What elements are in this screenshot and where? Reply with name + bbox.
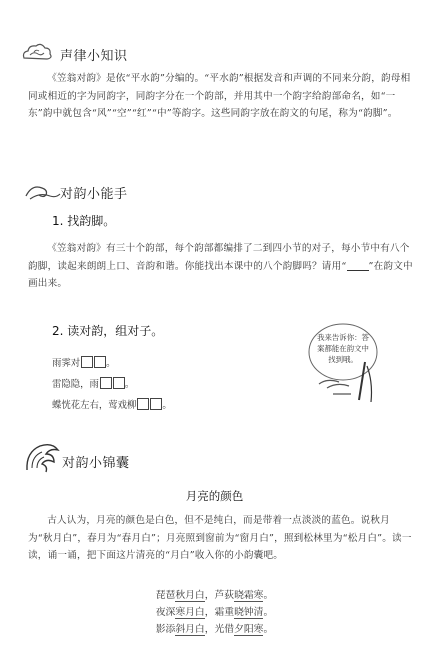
answer-box[interactable] (113, 377, 125, 389)
task1-paragraph: 《笠翁对韵》有三十个韵部，每个韵部都编排了二到四小节的对子，每小节中有八个韵脚，读起来朗朗上口、音韵和谐。你能找出本课中的八个韵脚吗？请用“ ”在韵文中画出来。 (28, 243, 413, 289)
poem (0, 587, 429, 638)
answer-box[interactable] (150, 398, 162, 410)
pair-line-2: 雷隐隐，雨 。 (52, 379, 135, 390)
section-title-pairing: 对韵小能手 (60, 187, 128, 202)
answer-box[interactable] (137, 398, 149, 410)
answer-box[interactable] (81, 356, 93, 368)
knowledge-paragraph: 《笠翁对韵》是依“平水韵”分编的。“平水韵”根据发音和声调的不同来分韵，韵母相同或相近的字为同韵字，同韵字分在一个韵部，并用其中一个韵字给韵部命名，如“一东”韵中就包含“风”“空”“红”“中”等韵字。这些同韵字放在韵文的句尾，称为“韵脚”。 (28, 73, 411, 119)
moon-paragraph: 古人认为，月亮的颜色是白色，但不是纯白，而是带着一点淡淡的蓝色。说秋月为“秋月白”，春月为“春月白”；月亮照到窗前为“窗月白”，照到松林里为“松月白”。读一读，诵一诵，把下面这片清亮的“月白”收入你的小韵囊吧。 (28, 515, 412, 561)
underline-blank (347, 260, 369, 271)
poem-line: 影添斜月白，光借夕阳寒。 (155, 624, 274, 635)
wave-icon (24, 180, 62, 202)
task2-heading: 2. 读对韵，组对子。 (52, 324, 164, 338)
section-title-pouch: 对韵小锦囊 (62, 456, 130, 471)
tidal-wave-icon (24, 440, 64, 474)
answer-box[interactable] (94, 356, 106, 368)
article-title: 月亮的颜色 (185, 489, 244, 503)
task1-heading: 1. 找韵脚。 (52, 214, 116, 228)
pair-line-3: 蝶恍花左右，莺戏柳 。 (52, 400, 172, 411)
tip-text: 我来告诉你：答案都能在韵文中找到哦。 (317, 333, 369, 364)
pair-line-1: 雨霁对 。 (52, 358, 116, 369)
section-title-knowledge: 声律小知识 (60, 49, 128, 64)
tip-bubble (307, 322, 379, 404)
poem-line: 琵琶秋月白，芦荻晓霜寒。 (155, 590, 274, 601)
cloud-icon (20, 40, 54, 64)
poem-line: 夜深寒月白，霜重晓钟清。 (155, 607, 274, 618)
answer-box[interactable] (100, 377, 112, 389)
